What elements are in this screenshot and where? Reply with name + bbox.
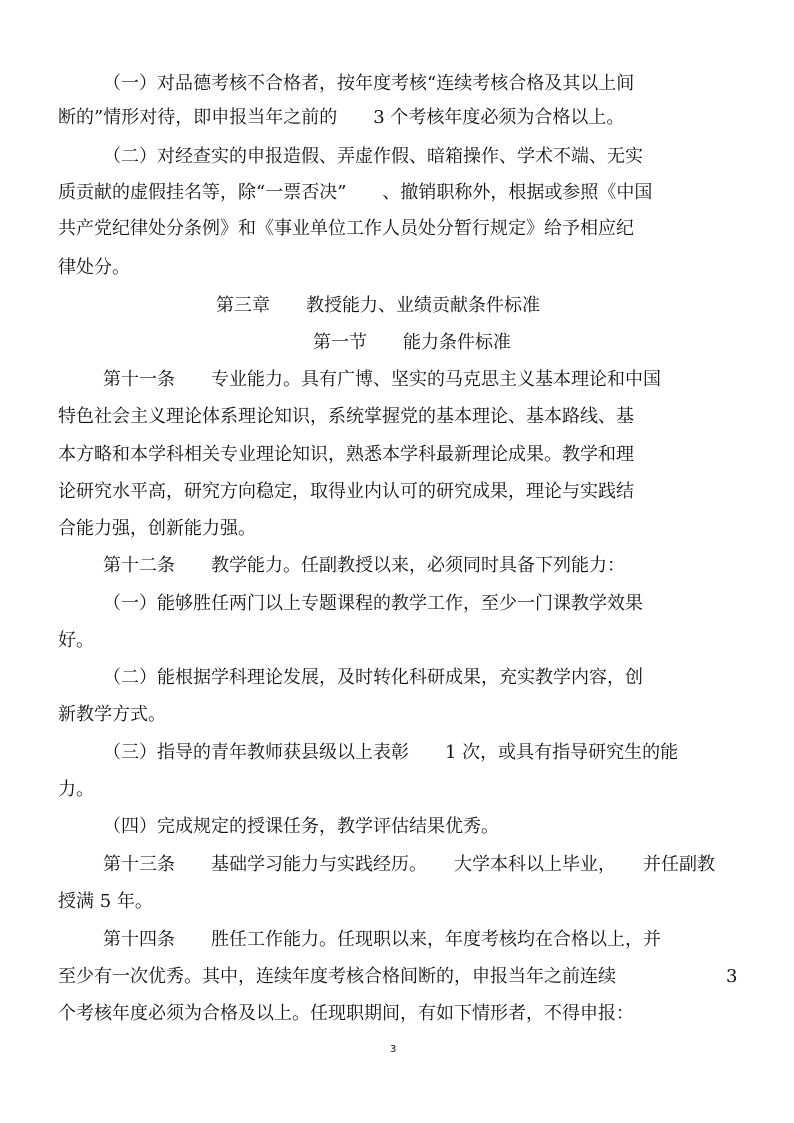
text-line: 个考核年度必须为合格及以上。任现职期间，有如下情形者，不得申报： bbox=[58, 1003, 634, 1024]
text-line: 第十三条 基础学习能力与实践经历。 大学本科以上毕业， 并任副教 bbox=[103, 854, 715, 875]
text-line: 本方略和本学科相关专业理论知识，熟悉本学科最新理论成果。教学和理 bbox=[58, 444, 634, 465]
text-line: 新教学方式。 bbox=[58, 704, 166, 725]
text-line: 断的”情形对待，即申报当年之前的 3 个考核年度必须为合格以上。 bbox=[58, 107, 625, 128]
text-line: 特色社会主义理论体系理论知识，系统掌握党的基本理论、基本路线、基 bbox=[58, 406, 634, 427]
text-line: （二）能根据学科理论发展，及时转化科研成果，充实教学内容，创 bbox=[103, 667, 643, 688]
text-line: 第十四条 胜任工作能力。任现职以来，年度考核均在合格以上，并 bbox=[103, 929, 661, 950]
section-heading: 第一节 能力条件标准 bbox=[313, 332, 511, 353]
text-line: 合能力强，创新能力强。 bbox=[58, 518, 256, 539]
text-line: （一）能够胜任两门以上专题课程的教学工作，至少一门课教学效果 bbox=[103, 593, 643, 614]
page-number: 3 bbox=[390, 1044, 397, 1055]
text-line: （一）对品德考核不合格者，按年度考核“连续考核合格及其以上间 bbox=[103, 73, 635, 94]
text-line: 好。 bbox=[58, 630, 94, 651]
text-line: （二）对经查实的申报造假、弄虚作假、暗箱操作、学术不端、无实 bbox=[103, 146, 643, 167]
text-line: （四）完成规定的授课任务，教学评估结果优秀。 bbox=[103, 816, 499, 837]
text-line: 第十二条 教学能力。任副教授以来，必须同时具备下列能力： bbox=[103, 555, 625, 576]
text-line: 共产党纪律处分条例》和《事业单位工作人员处分暂行规定》给予相应纪 bbox=[58, 218, 634, 239]
text-line-fragment: 3 bbox=[726, 966, 738, 987]
text-line: 至少有一次优秀。其中，连续年度考核合格间断的，申报当年之前连续 bbox=[58, 966, 616, 987]
text-line: 律处分。 bbox=[58, 257, 130, 278]
text-line: 力。 bbox=[58, 779, 94, 800]
text-line: （三）指导的青年教师获县级以上表彰 1 次，或具有指导研究生的能 bbox=[103, 742, 679, 763]
chapter-heading: 第三章 教授能力、业绩贡献条件标准 bbox=[216, 295, 540, 316]
text-line: 质贡献的虚假挂名等，除“一票否决” 、撤销职称外，根据或参照《中国 bbox=[58, 182, 653, 203]
text-line: 第十一条 专业能力。具有广博、坚实的马克思主义基本理论和中国 bbox=[103, 369, 661, 390]
text-line: 论研究水平高，研究方向稳定，取得业内认可的研究成果，理论与实践结 bbox=[58, 481, 634, 502]
text-line: 授满 5 年。 bbox=[58, 891, 153, 912]
